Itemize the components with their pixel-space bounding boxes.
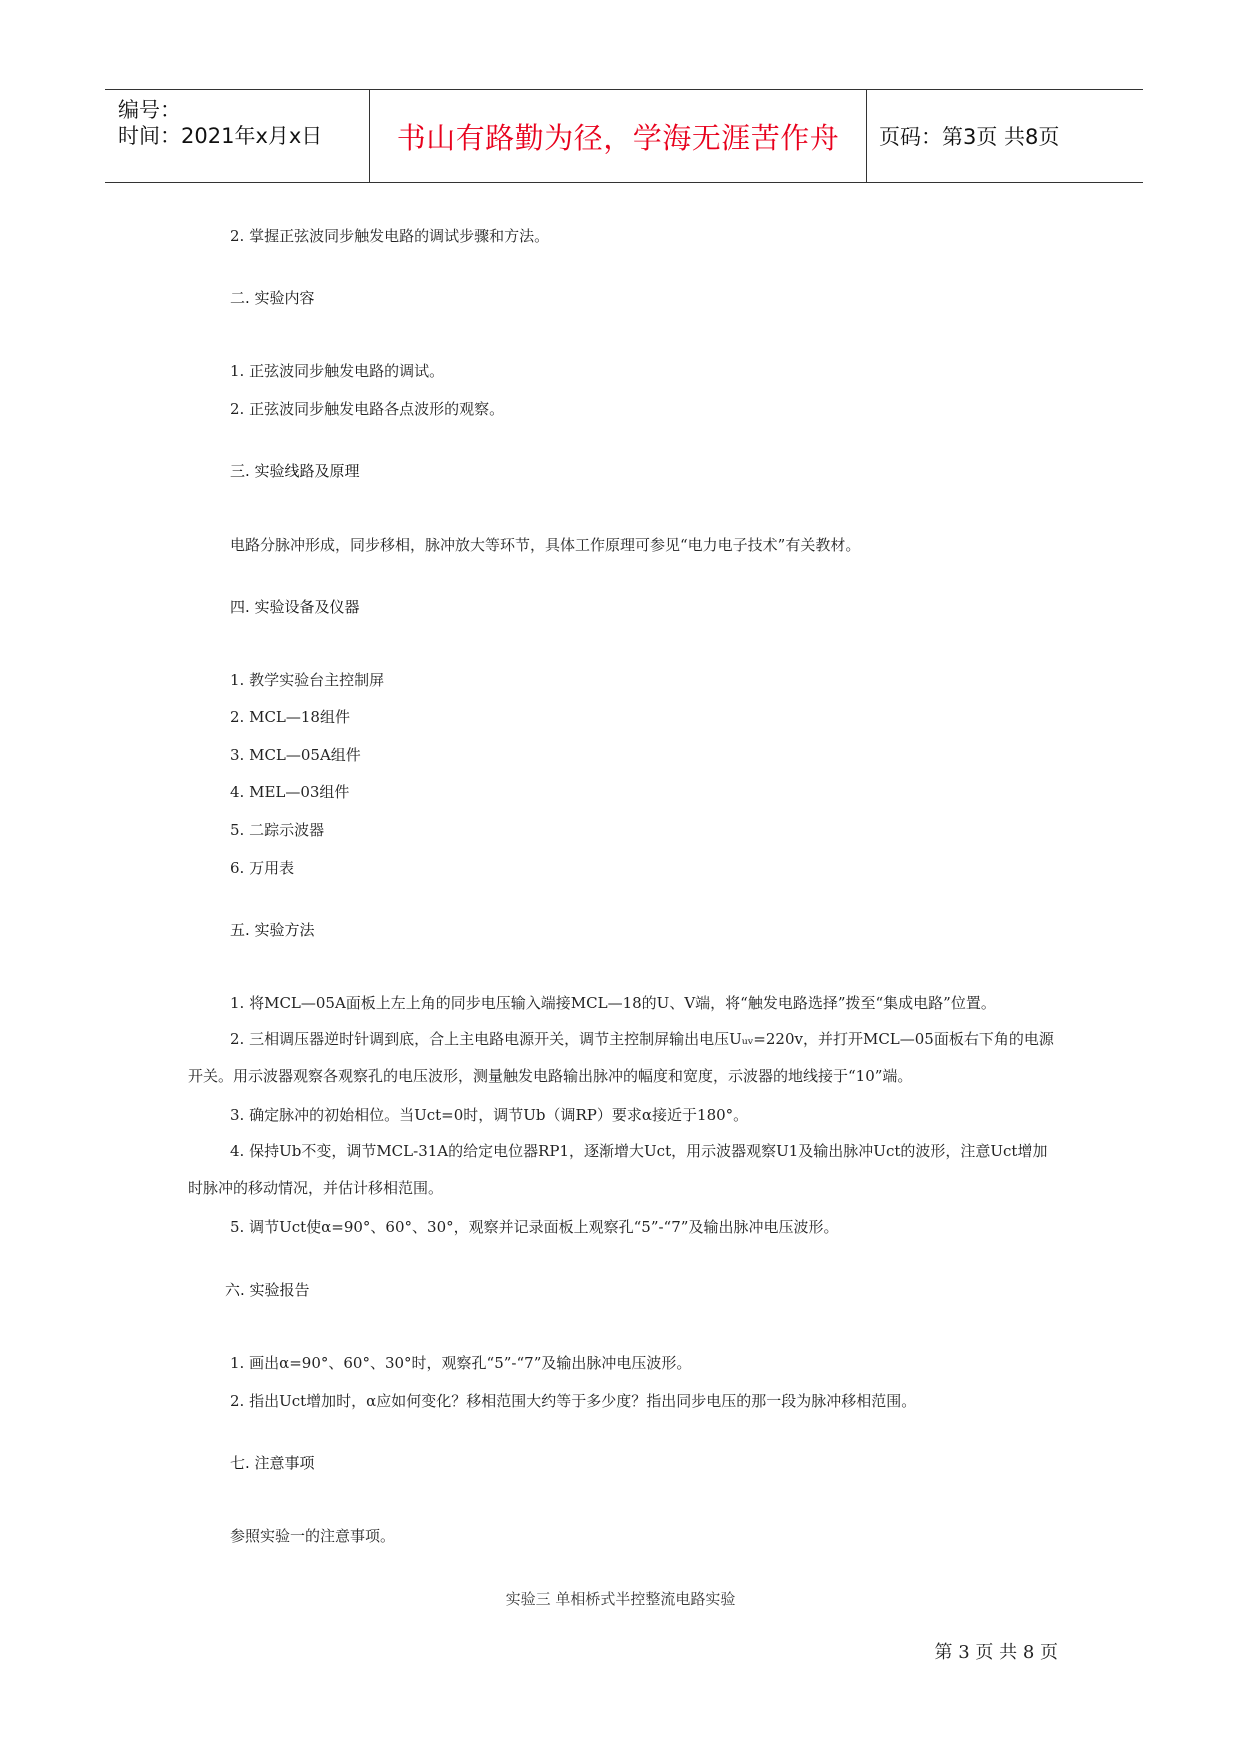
section-3-text: 电路分脉冲形成，同步移相，脉冲放大等环节，具体工作原理可参见“电力电子技术”有关教材。: [230, 536, 861, 554]
section-5-title: 五. 实验方法: [230, 921, 315, 939]
list-item: 1. 教学实验台主控制屏: [230, 671, 385, 689]
list-item: 2. MCL—18组件: [230, 708, 350, 726]
header-info-cell: [105, 90, 370, 182]
list-item: 4. 保持Ub不变，调节MCL-31A的给定电位器RP1，逐渐增大Uct，用示波器观察U1及输出脉冲Uct的波形，注意Uct增加时脉冲的移动情况，并估计移相范围。: [188, 1142, 1048, 1197]
list-item: 2. 正弦波同步触发电路各点波形的观察。: [230, 400, 505, 418]
section-3-title: 三. 实验线路及原理: [230, 462, 360, 480]
header-page-label: 页码：第3页 共8页: [879, 125, 1060, 149]
objective-item-2: 2. 掌握正弦波同步触发电路的调试步骤和方法。: [230, 227, 550, 245]
list-item: 5. 调节Uct使α=90°、60°、30°，观察并记录面板上观察孔“5”-“7”及输出脉冲电压波形。: [230, 1218, 839, 1236]
section-7-text: 参照实验一的注意事项。: [230, 1527, 396, 1545]
list-item: 2. 三相调压器逆时针调到底，合上主电路电源开关，调节主控制屏输出电压Uᵤᵥ=220v，并打开MCL—05面板右下角的电源开关。用示波器观察各观察孔的电压波形，测量触发电路输出脉冲的幅度和宽度，示波器的地线接于“10”端。: [188, 1030, 1054, 1085]
list-item: 2. 指出Uct增加时，α应如何变化？移相范围大约等于多少度？指出同步电压的那一段为脉冲移相范围。: [230, 1392, 917, 1410]
list-item: 5. 二踪示波器: [230, 821, 325, 839]
page-footer: 第 3 页 共 8 页: [934, 1642, 1058, 1663]
list-item: 1. 将MCL—05A面板上左上角的同步电压输入端接MCL—18的U、V端，将“触发电路选择”拨至“集成电路”位置。: [230, 994, 996, 1012]
code-label: 编号：: [118, 98, 181, 122]
section-6-title: 六. 实验报告: [225, 1281, 310, 1299]
section-2-title: 二. 实验内容: [230, 289, 315, 307]
next-experiment-caption: 实验三 单相桥式半控整流电路实验: [505, 1590, 736, 1608]
time-label: 时间：2021年x月x日: [118, 124, 323, 148]
page-header: [105, 89, 1143, 183]
list-item: 3. 确定脉冲的初始相位。当Uct=0时，调节Ub（调RP）要求α接近于180°。: [230, 1106, 749, 1124]
header-motto: 书山有路勤为径，学海无涯苦作舟: [370, 90, 867, 182]
list-item: 3. MCL—05A组件: [230, 746, 361, 764]
list-item: 6. 万用表: [230, 859, 295, 877]
section-7-title: 七. 注意事项: [230, 1454, 315, 1472]
list-item: 4. MEL—03组件: [230, 783, 350, 801]
list-item: 1. 画出α=90°、60°、30°时，观察孔“5”-“7”及输出脉冲电压波形。: [230, 1354, 692, 1372]
section-4-title: 四. 实验设备及仪器: [230, 598, 360, 616]
list-item: 1. 正弦波同步触发电路的调试。: [230, 362, 445, 380]
